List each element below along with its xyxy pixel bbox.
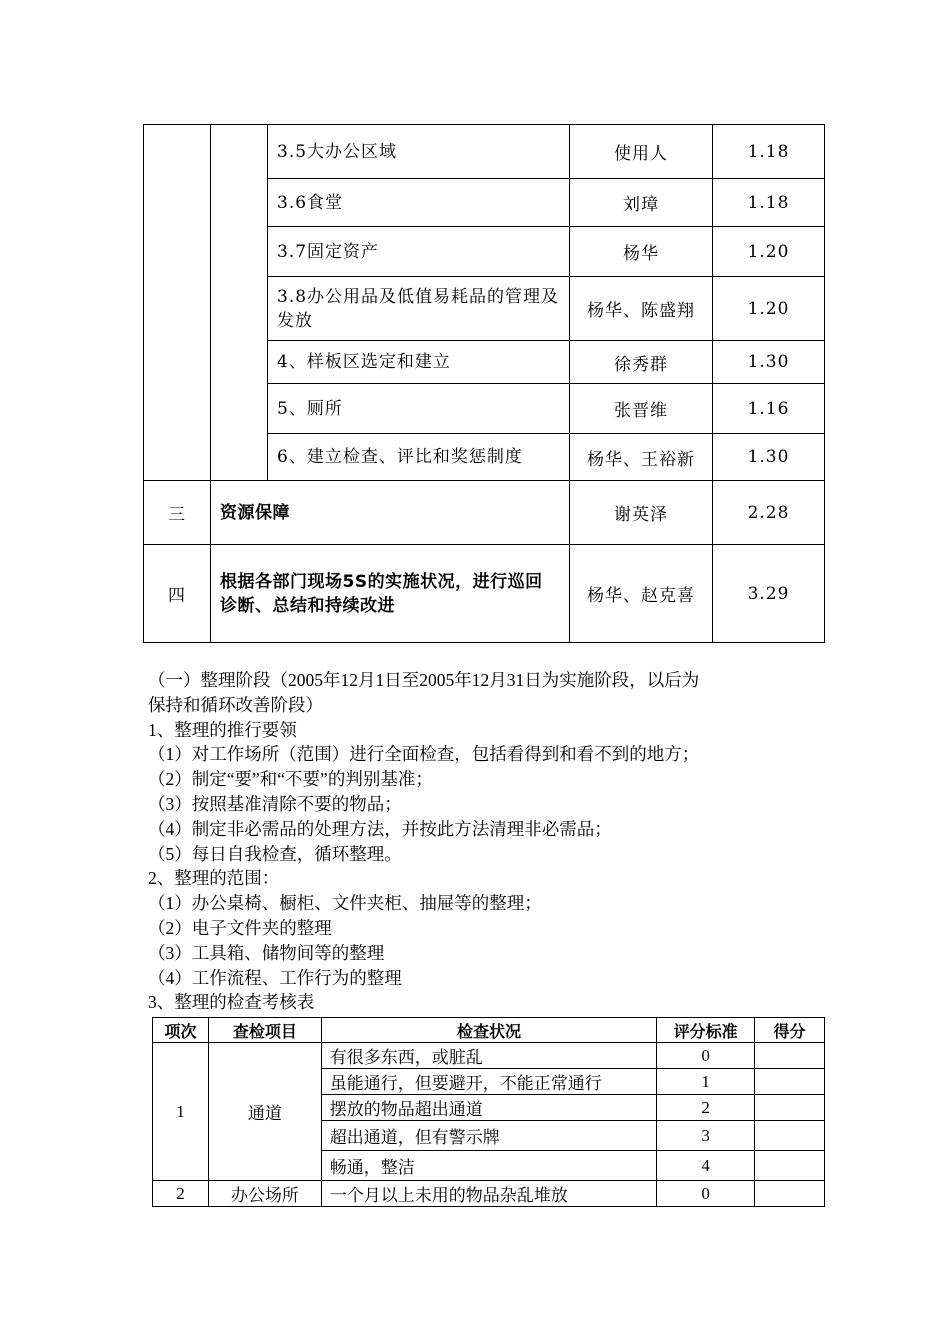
plan-date: 3.29: [713, 545, 825, 643]
plan-date: 1.20: [713, 227, 825, 277]
plan-date: 1.20: [713, 277, 825, 341]
plan-row: [144, 125, 825, 179]
plan-date: 2.28: [713, 481, 825, 545]
header-cell: 检查状况: [321, 1018, 656, 1043]
item-number: 1: [153, 1043, 209, 1181]
text-line: 1、整理的推行要领: [148, 719, 297, 740]
section-number: 三: [144, 481, 211, 545]
check-score: 0: [657, 1181, 755, 1207]
plan-task: 3.6食堂: [268, 179, 570, 227]
plan-merged-cell: [144, 125, 211, 481]
plan-owner: 杨华: [570, 227, 713, 277]
text-line: （2）制定“要”和“不要”的判别基准；: [148, 769, 433, 790]
plan-table: [143, 124, 825, 643]
check-status: 畅通，整洁: [321, 1151, 656, 1181]
plan-date: 1.30: [713, 434, 825, 481]
item-number: 2: [153, 1181, 209, 1207]
check-table: [152, 1017, 825, 1207]
text-line: （1）办公桌椅、橱柜、文件夹柜、抽屉等的整理；: [148, 893, 542, 914]
check-status: 有很多东西，或脏乱: [321, 1043, 656, 1069]
plan-date: 1.18: [713, 179, 825, 227]
text-line: （4）制定非必需品的处理方法，并按此方法清理非必需品；: [148, 818, 612, 839]
check-header-row: [153, 1018, 825, 1043]
check-status: 超出通道，但有警示牌: [321, 1121, 656, 1151]
check-result: [755, 1151, 825, 1181]
plan-owner: 徐秀群: [570, 341, 713, 384]
plan-date: 1.18: [713, 125, 825, 179]
text-line: （3）工具箱、储物间等的整理: [148, 942, 385, 963]
plan-task: 3.8办公用品及低值易耗品的管理及发放: [268, 277, 570, 341]
header-cell: 查检项目: [208, 1018, 321, 1043]
check-score: 4: [657, 1151, 755, 1181]
plan-section-row: [144, 545, 825, 643]
text-line: （4）工作流程、工作行为的整理: [148, 967, 402, 988]
check-score: 2: [657, 1095, 755, 1121]
plan-owner: 杨华、陈盛翔: [570, 277, 713, 341]
plan-owner: 使用人: [570, 125, 713, 179]
plan-merged-cell: [211, 125, 268, 481]
text-line: （3）按照基准清除不要的物品；: [148, 793, 402, 814]
text-line: （一）整理阶段（2005年12月1日至2005年12月31日为实施阶段，以后为: [148, 670, 700, 690]
body-text: [148, 668, 808, 1015]
plan-owner: 杨华、王裕新: [570, 434, 713, 481]
text-line: 3、整理的检查考核表: [148, 992, 315, 1013]
check-row: [153, 1043, 825, 1069]
plan-date: 1.30: [713, 341, 825, 384]
text-line: 2、整理的范围：: [148, 868, 280, 889]
plan-task: 3.5大办公区域: [268, 125, 570, 179]
item-name: 通道: [208, 1043, 321, 1181]
check-result: [755, 1181, 825, 1207]
header-cell: 评分标准: [657, 1018, 755, 1043]
check-result: [755, 1095, 825, 1121]
plan-task: 3.7固定资产: [268, 227, 570, 277]
plan-owner: 谢英泽: [570, 481, 713, 545]
check-score: 0: [657, 1043, 755, 1069]
item-name: 办公场所: [208, 1181, 321, 1207]
header-cell: 项次: [153, 1018, 209, 1043]
section-task: 资源保障: [211, 481, 570, 545]
plan-date: 1.16: [713, 384, 825, 434]
section-number: 四: [144, 545, 211, 643]
plan-section-row: [144, 481, 825, 545]
check-result: [755, 1121, 825, 1151]
check-score: 1: [657, 1069, 755, 1095]
plan-owner: 张晋维: [570, 384, 713, 434]
check-status: 一个月以上未用的物品杂乱堆放: [321, 1181, 656, 1207]
check-status: 摆放的物品超出通道: [321, 1095, 656, 1121]
check-status: 虽能通行，但要避开，不能正常通行: [321, 1069, 656, 1095]
header-cell: 得分: [755, 1018, 825, 1043]
text-line: （5）每日自我检查，循环整理。: [148, 843, 402, 864]
plan-task: 6、建立检查、评比和奖惩制度: [268, 434, 570, 481]
text-line: （1）对工作场所（范围）进行全面检查，包括看得到和看不到的地方；: [148, 744, 700, 765]
text-line: 保持和循环改善阶段）: [148, 694, 323, 715]
check-result: [755, 1069, 825, 1095]
check-row: [153, 1181, 825, 1207]
check-result: [755, 1043, 825, 1069]
plan-owner: 杨华、赵克喜: [570, 545, 713, 643]
check-score: 3: [657, 1121, 755, 1151]
plan-owner: 刘璋: [570, 179, 713, 227]
plan-task: 4、样板区选定和建立: [268, 341, 570, 384]
text-line: （2）电子文件夹的整理: [148, 917, 332, 938]
plan-task: 5、厕所: [268, 384, 570, 434]
section-task: 根据各部门现场5S的实施状况，进行巡回诊断、总结和持续改进: [211, 545, 570, 643]
